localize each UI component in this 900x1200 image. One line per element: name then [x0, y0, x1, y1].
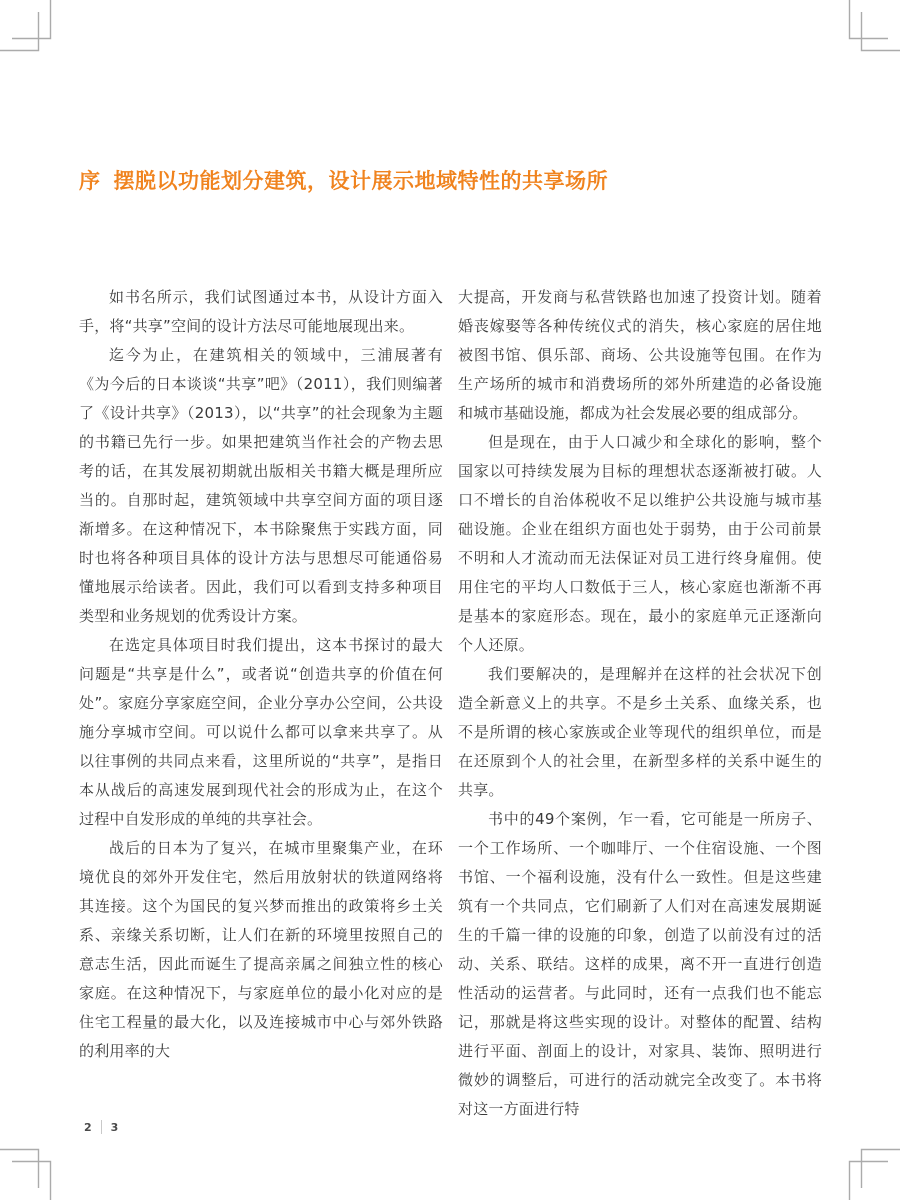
page-title-text: 摆脱以功能划分建筑，设计展示地域特性的共享场所 — [113, 169, 608, 193]
crop-mark-bottom-right-icon — [848, 1148, 900, 1200]
page-number-right: 3 — [110, 1120, 119, 1134]
page-number-left: 2 — [84, 1120, 92, 1134]
page-title-prefix: 序 — [79, 169, 101, 193]
crop-mark-bottom-left-icon — [0, 1148, 52, 1200]
column-left — [79, 283, 443, 1124]
column-right — [458, 283, 822, 1124]
crop-mark-top-left-icon — [0, 0, 52, 52]
paragraph: 但是现在，由于人口减少和全球化的影响，整个国家以可持续发展为目标的理想状态逐渐被打破。人口不增长的自治体税收不足以维护公共设施与城市基础设施。企业在组织方面也处于弱势，由于公司前景不明和人才流动而无法保证对员工进行终身雇佣。使用住宅的平均人口数低于三人，核心家庭也渐渐不再是基本的家庭形态。现在，最小的家庭单元正逐渐向个人还原。 — [458, 433, 822, 654]
page-title — [79, 166, 608, 196]
page-numbers — [84, 1120, 118, 1134]
paragraph: 战后的日本为了复兴，在城市里聚集产业，在环境优良的郊外开发住宅，然后用放射状的铁道网络将其连接。这个为国民的复兴梦而推出的政策将乡土关系、亲缘关系切断，让人们在新的环境里按照自己的意志生活，因此而诞生了提高亲属之间独立性的核心家庭。在这种情况下，与家庭单位的最小化对应的是住宅工程量的最大化，以及连接城市中心与郊外铁路的利用率的大 — [79, 839, 443, 1060]
paragraph: 在选定具体项目时我们提出，这本书探讨的最大问题是“共享是什么”，或者说“创造共享的价值在何处”。家庭分享家庭空间，企业分享办公空间，公共设施分享城市空间。可以说什么都可以拿来共享了。从以往事例的共同点来看，这里所说的“共享”，是指日本从战后的高速发展到现代社会的形成为止，在这个过程中自发形成的单纯的共享社会。 — [79, 636, 443, 828]
paragraph: 迄今为止，在建筑相关的领域中，三浦展著有《为今后的日本谈谈“共享”吧》（2011），我们则编著了《设计共享》（2013），以“共享”的社会现象为主题的书籍已先行一步。如果把建筑当作社会的产物去思考的话，在其发展初期就出版相关书籍大概是理所应当的。自那时起，建筑领域中共享空间方面的项目逐渐增多。在这种情况下，本书除聚焦于实践方面，同时也将各种项目具体的设计方法与思想尽可能通俗易懂地展示给读者。因此，我们可以看到支持多种项目类型和业务规划的优秀设计方案。 — [79, 346, 443, 625]
paragraph: 书中的49个案例，乍一看，它可能是一所房子、一个工作场所、一个咖啡厅、一个住宿设施、一个图书馆、一个福利设施，没有什么一致性。但是这些建筑有一个共同点，它们刷新了人们对在高速发展期诞生的千篇一律的设施的印象，创造了以前没有过的活动、关系、联结。这样的成果，离不开一直进行创造性活动的运营者。与此同时，还有一点我们也不能忘记，那就是将这些实现的设计。对整体的配置、结构进行平面、剖面上的设计，对家具、装饰、照明进行微妙的调整后，可进行的活动就完全改变了。本书将对这一方面进行特 — [458, 810, 822, 1118]
paragraph-continuation: 大提高，开发商与私营铁路也加速了投资计划。随着婚丧嫁娶等各种传统仪式的消失，核心家庭的居住地被图书馆、俱乐部、商场、公共设施等包围。在作为生产场所的城市和消费场所的郊外所建造的必备设施和城市基础设施，都成为社会发展必要的组成部分。 — [458, 288, 822, 422]
page-number-divider — [101, 1120, 102, 1134]
paragraph: 如书名所示，我们试图通过本书，从设计方面入手，将“共享”空间的设计方法尽可能地展现出来。 — [79, 288, 443, 335]
text-columns — [79, 283, 822, 1124]
crop-mark-top-right-icon — [848, 0, 900, 52]
paragraph: 我们要解决的，是理解并在这样的社会状况下创造全新意义上的共享。不是乡土关系、血缘关系，也不是所谓的核心家族或企业等现代的组织单位，而是在还原到个人的社会里，在新型多样的关系中诞生的共享。 — [458, 665, 822, 799]
